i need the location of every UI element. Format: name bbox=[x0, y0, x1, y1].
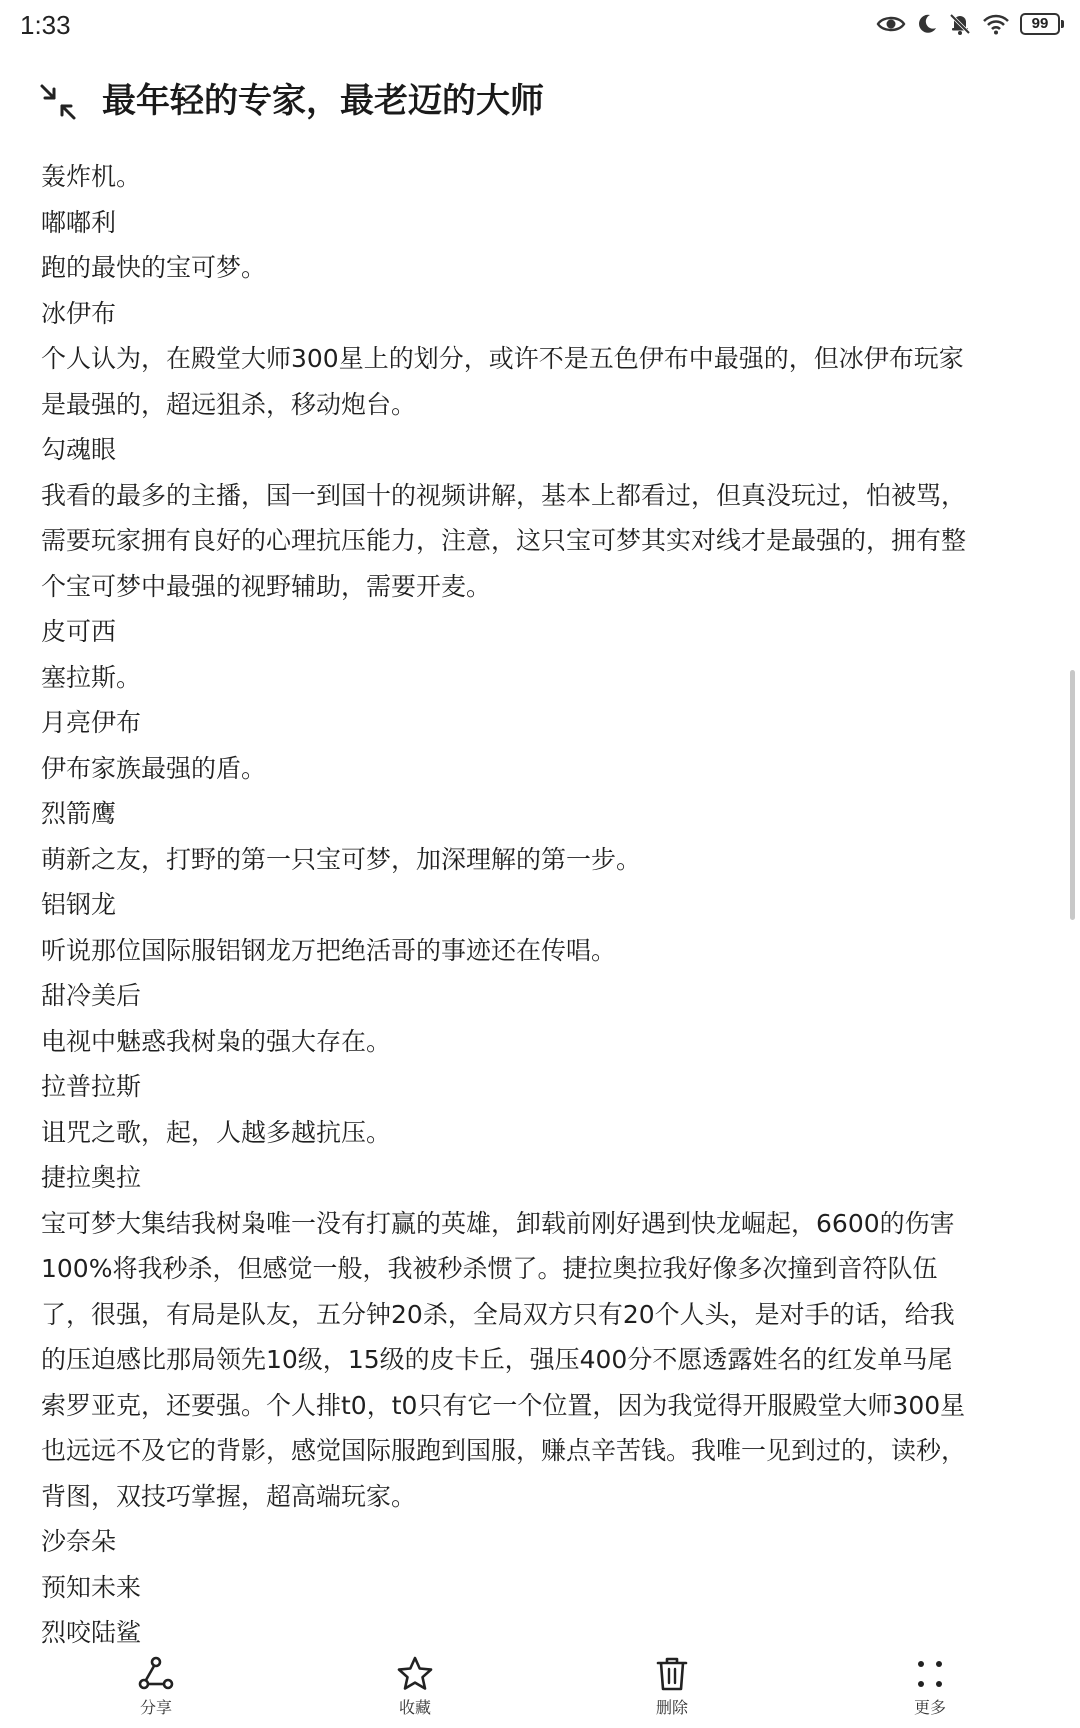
text-line: 皮可西 bbox=[41, 617, 117, 646]
trash-icon bbox=[612, 1654, 732, 1694]
text-line: 个宝可梦中最强的视野辅助，需要开麦。 bbox=[41, 571, 492, 601]
text-line: 烈箭鹰 bbox=[41, 799, 117, 828]
delete-button[interactable] bbox=[612, 1654, 732, 1728]
battery-icon: 99 bbox=[1020, 13, 1060, 35]
more-label: 更多 bbox=[913, 1698, 946, 1717]
text-line: 月亮伊布 bbox=[41, 708, 142, 737]
star-icon bbox=[355, 1654, 475, 1694]
text-line: 也远远不及它的背影，感觉国际服跑到国服，赚点辛苦钱。我唯一见到过的，读秒， bbox=[41, 1436, 967, 1465]
text-line: 沙奈朵 bbox=[41, 1527, 117, 1556]
text-line: 萌新之友，打野的第一只宝可梦，加深理解的第一步。 bbox=[41, 844, 642, 874]
share-button[interactable] bbox=[96, 1654, 216, 1728]
favorite-button[interactable] bbox=[355, 1654, 475, 1728]
text-line: 勾魂眼 bbox=[41, 435, 117, 464]
scrollbar[interactable] bbox=[1070, 670, 1075, 920]
eye-icon bbox=[876, 13, 906, 35]
text-line: 捷拉奥拉 bbox=[41, 1163, 142, 1192]
more-button[interactable] bbox=[870, 1654, 990, 1728]
text-line: 嘟嘟利 bbox=[41, 207, 117, 237]
status-time: 1:33 bbox=[20, 10, 71, 40]
delete-label: 删除 bbox=[655, 1698, 688, 1717]
text-line: 伊布家族最强的盾。 bbox=[41, 753, 267, 783]
text-line: 跑的最快的宝可梦。 bbox=[41, 253, 267, 282]
text-line: 背图，双技巧掌握，超高端玩家。 bbox=[41, 1481, 417, 1511]
collapse-arrows-icon[interactable] bbox=[38, 82, 78, 122]
text-line: 诅咒之歌，起，人越多越抗压。 bbox=[41, 1117, 392, 1147]
text-line: 铝钢龙 bbox=[41, 890, 117, 919]
wifi-icon bbox=[982, 13, 1010, 35]
text-line: 我看的最多的主播，国一到国十的视频讲解，基本上都看过，但真没玩过，怕被骂， bbox=[41, 480, 967, 510]
more-dots-icon bbox=[870, 1654, 990, 1694]
text-line: 索罗亚克，还要强。个人排t0，t0只有它一个位置，因为我觉得开服殿堂大师300星 bbox=[41, 1390, 966, 1420]
text-line: 冰伊布 bbox=[41, 298, 117, 328]
share-icon bbox=[96, 1654, 216, 1694]
status-icons bbox=[876, 12, 1060, 36]
text-line: 预知未来 bbox=[41, 1572, 142, 1602]
share-label: 分享 bbox=[139, 1698, 172, 1717]
text-line: 需要玩家拥有良好的心理抗压能力，注意，这只宝可梦其实对线才是最强的，拥有整 bbox=[41, 526, 967, 555]
moon-icon bbox=[916, 13, 938, 35]
bottom-action-bar bbox=[0, 1648, 1080, 1728]
text-line: 甜冷美后 bbox=[41, 981, 142, 1010]
text-line: 拉普拉斯 bbox=[41, 1072, 142, 1101]
text-line: 100%将我秒杀，但感觉一般，我被秒杀惯了。捷拉奥拉我好像多次撞到音符队伍 bbox=[41, 1254, 938, 1283]
text-line: 了，很强，有局是队友，五分钟20杀，全局双方只有20个人头，是对手的话，给我 bbox=[41, 1299, 955, 1329]
text-line: 轰炸机。 bbox=[41, 162, 142, 191]
note-content[interactable] bbox=[41, 154, 1041, 1644]
text-line: 是最强的，超远狙杀，移动炮台。 bbox=[41, 389, 417, 419]
text-line: 电视中魅惑我树枭的强大存在。 bbox=[41, 1026, 392, 1056]
favorite-label: 收藏 bbox=[398, 1698, 431, 1717]
status-bar bbox=[0, 0, 1080, 56]
header bbox=[0, 68, 1080, 134]
text-line: 个人认为，在殿堂大师300星上的划分，或许不是五色伊布中最强的，但冰伊布玩家 bbox=[41, 344, 964, 373]
page-title: 最年轻的专家，最老迈的大师 bbox=[102, 81, 544, 121]
bell-off-icon bbox=[948, 12, 972, 36]
text-line: 宝可梦大集结我树枭唯一没有打赢的英雄，卸载前刚好遇到快龙崛起，6600的伤害 bbox=[41, 1208, 955, 1238]
text-line: 的压迫感比那局领先10级，15级的皮卡丘，强压400分不愿透露姓名的红发单马尾 bbox=[41, 1345, 953, 1374]
text-line: 烈咬陆鲨 bbox=[41, 1618, 142, 1644]
text-line: 塞拉斯。 bbox=[41, 662, 142, 692]
text-line: 听说那位国际服铝钢龙万把绝活哥的事迹还在传唱。 bbox=[41, 935, 617, 965]
